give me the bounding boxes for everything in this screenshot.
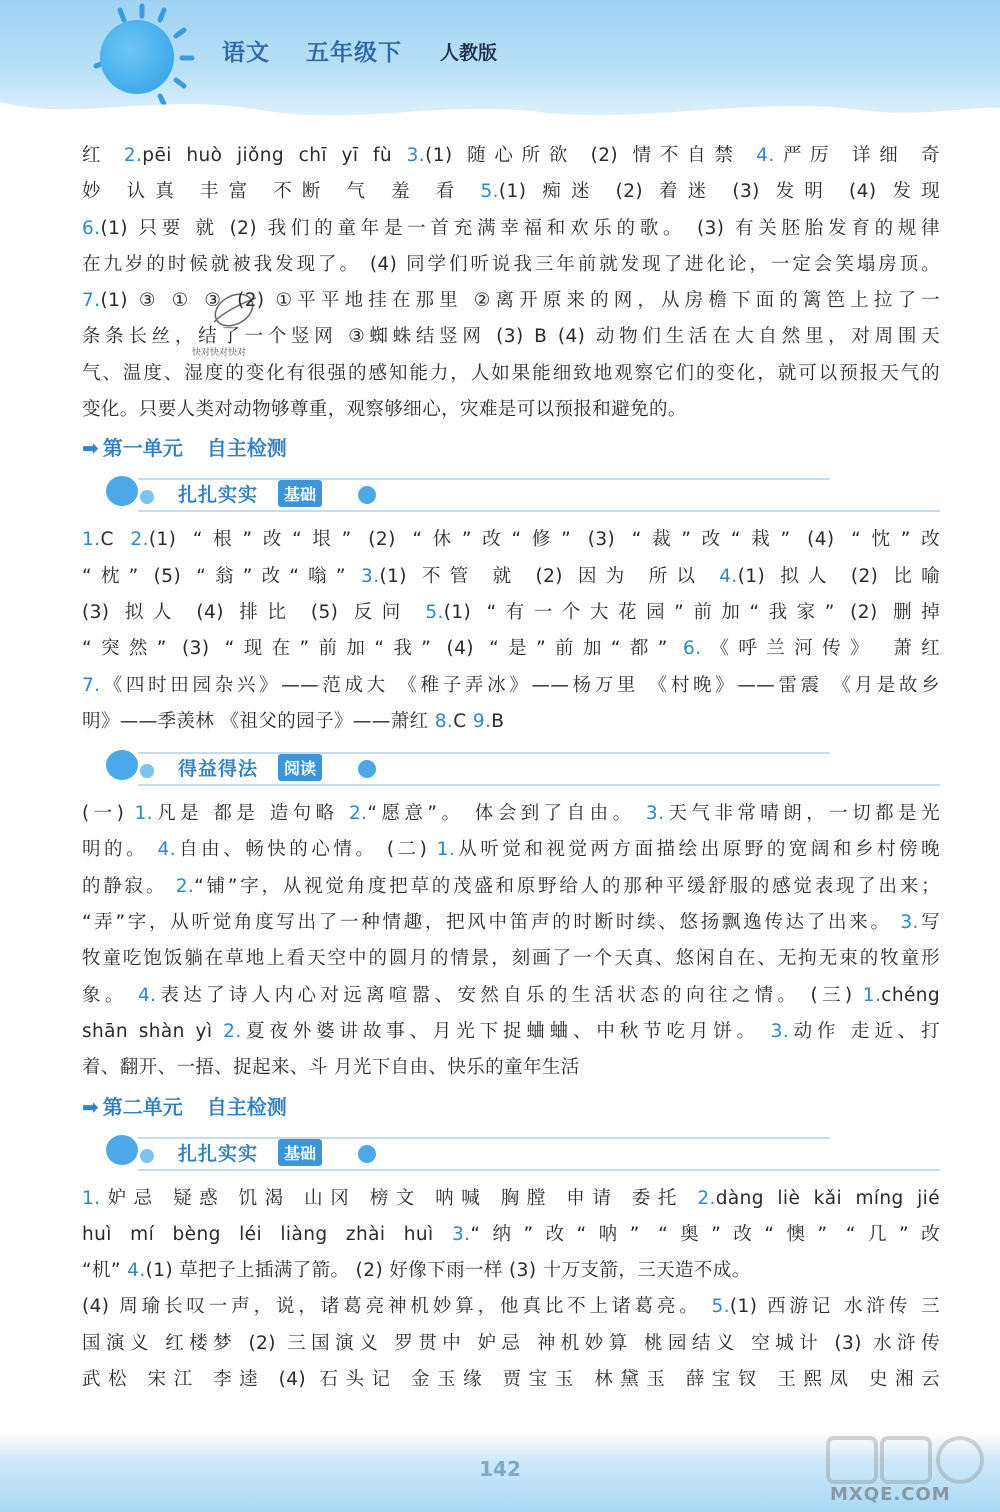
- answer-line: [82, 668, 940, 704]
- answer-line: [82, 869, 940, 905]
- question-number: 1.: [82, 529, 101, 551]
- header-grade: 五年级下: [306, 40, 402, 66]
- answer-line: [82, 1253, 940, 1289]
- answers-unit1-reading: [82, 796, 940, 1086]
- unit2-title: [82, 1089, 940, 1125]
- answer-text: pēi huò jiǒng chī yī fù: [142, 145, 407, 166]
- question-number: 3.: [645, 803, 665, 825]
- unit1-title: [82, 430, 940, 466]
- answer-text: “枕” (5) “翁”改“嗡”: [82, 565, 362, 587]
- answer-line: [82, 978, 940, 1014]
- answer-line: [82, 522, 940, 558]
- answer-line: [82, 1050, 940, 1086]
- answer-text: 国演义 红楼梦 (2) 三国演义 罗贯中 妒忌 神机妙算 桃园结义 空城计 (3) 水浒传: [82, 1332, 940, 1354]
- question-number: 4.: [137, 984, 157, 1006]
- question-number: 4.: [127, 1260, 146, 1282]
- question-number: 4.: [756, 145, 775, 166]
- answer-text: dàng liè kǎi míng jié: [715, 1187, 940, 1209]
- answer-text: C: [453, 710, 473, 732]
- question-number: 1.: [82, 1187, 101, 1209]
- answer-text: 的静寂。: [82, 875, 176, 897]
- answer-text: 表达了诗人内心对远离喧嚣、安然自乐的生活状态的向往之情。 (三): [156, 984, 863, 1006]
- answer-text: 象。: [82, 984, 138, 1006]
- answers-top: [82, 138, 940, 428]
- answer-text: (1) 西游记 水浒传 三: [729, 1296, 940, 1318]
- answer-text: 红: [82, 145, 124, 166]
- answer-line: [82, 1326, 940, 1362]
- answer-text: 严厉 详细 奇: [774, 145, 940, 166]
- answer-text: 气、温度、湿度的变化有很强的感知能力，人如果能细致地观察它们的变化，就可以预报天气的: [82, 362, 940, 384]
- bubble-icon: [106, 1135, 138, 1165]
- answer-text: (1) 草把子上插满了箭。 (2) 好像下雨一样 (3) 十万支箭，三天造不成。: [145, 1260, 751, 1282]
- answer-text: 变化。只要人类对动物够尊重，观察够细心，灾难是可以预报和避免的。: [82, 399, 687, 421]
- answer-line: [82, 631, 940, 667]
- answer-text: shān shàn yì: [82, 1020, 224, 1042]
- answer-text: “机”: [82, 1260, 128, 1282]
- answer-text: (一): [82, 803, 135, 825]
- answer-line: [82, 356, 940, 392]
- answer-text: “弄”字，从听觉角度写出了一种情趣，把风中笛声的时断时续、悠扬飘逸传达了出来。: [82, 912, 901, 934]
- question-number: 4.: [719, 565, 738, 587]
- answer-text: 动作 走近、打: [789, 1020, 940, 1042]
- question-number: 3.: [406, 145, 426, 166]
- answer-line: [82, 1014, 940, 1050]
- question-number: 5.: [480, 181, 499, 203]
- answers-unit1-basics: [82, 522, 940, 740]
- watermark-text: MXQE.COM: [830, 1484, 951, 1505]
- answer-text: (1) 拟人 (2) 比喻: [737, 565, 940, 587]
- answer-text: (1) “有一个大花园”前加“我家” (2) 删掉: [443, 601, 940, 623]
- page-header: [0, 0, 1000, 118]
- question-number: 3.: [900, 912, 919, 934]
- answer-text: 明的。: [82, 839, 158, 861]
- answer-line: [82, 392, 940, 428]
- answer-line: [82, 559, 940, 595]
- answer-line: [82, 283, 940, 319]
- answer-text: 着、翻开、一捂、捉起来、斗 月光下自由、快乐的童年生活: [82, 1057, 580, 1079]
- answer-text: (4) 周瑜长叹一声，说，诸葛亮神机妙算，他真比不上诸葛亮。: [82, 1296, 712, 1318]
- banner-tag: 阅读: [278, 754, 322, 781]
- answer-text: C: [100, 529, 131, 551]
- answer-text: 武松 宋江 李逵 (4) 石头记 金玉缘 贾宝玉 林黛玉 薛宝钗 王熙凤 史湘云: [82, 1369, 940, 1391]
- answer-line: [82, 905, 940, 941]
- section-banner-basics: [82, 470, 940, 520]
- answer-line: [82, 704, 940, 740]
- question-number: 6.: [683, 638, 702, 660]
- answer-text: (1) “根”改“垠” (2) “休”改“修” (3) “裁”改“栽” (4) “忱”改: [148, 529, 940, 551]
- answer-text: 从听觉和视觉两方面描绘出原野的宽阔和乡村傍晚: [455, 839, 940, 861]
- answer-line: [82, 595, 940, 631]
- header-edition: 人教版: [440, 42, 498, 64]
- bubble-icon: [106, 476, 138, 506]
- answer-text: 夏夜外婆讲故事、月光下捉蛐蛐、中秋节吃月饼。: [241, 1020, 771, 1042]
- answer-line: [82, 796, 940, 832]
- answer-line: [82, 1362, 940, 1398]
- answer-text: 妙 认真 丰富 不断 气 羞 看: [82, 181, 481, 203]
- banner-tag: 基础: [278, 480, 322, 507]
- question-number: 2.: [348, 803, 368, 825]
- answer-text: (1) 只要 就 (2) 我们的童年是一首充满幸福和欢乐的歌。 (3) 有关胚胎发育的规律: [100, 217, 940, 239]
- answer-text: (1) 随心所欲 (2) 情不自禁: [425, 145, 757, 166]
- answer-text: 《呼兰河传》 萧红: [701, 638, 940, 660]
- unit2-subtitle: 自主检测: [206, 1094, 287, 1119]
- unit2-title-text: 第二单元: [102, 1094, 183, 1119]
- answer-text: B: [491, 710, 505, 732]
- unit1-subtitle: 自主检测: [206, 436, 287, 461]
- question-number: 7.: [82, 290, 101, 312]
- answer-line: [82, 1217, 940, 1253]
- question-number: 1.: [862, 984, 882, 1006]
- answers-unit2-basics: [82, 1181, 940, 1399]
- answer-text: “愿意”。 体会到了自由。: [367, 803, 646, 825]
- answer-text: 明》——季羡林 《祖父的园子》——萧红: [82, 710, 435, 732]
- answer-line: [82, 1181, 940, 1217]
- banner-tag: 基础: [278, 1139, 322, 1166]
- answer-line: [82, 1289, 940, 1325]
- unit1-title-text: 第一单元: [102, 436, 183, 461]
- sun-icon: [100, 20, 174, 94]
- answer-text: 天气非常晴朗，一切都是光: [664, 803, 940, 825]
- answer-line: [82, 247, 940, 283]
- banner-text: 得益得法: [178, 758, 259, 781]
- section-banner-reading: [82, 744, 940, 794]
- answer-text: (1) ③ ① ③ (2) ①平平地挂在那里 ②离开原来的网，从房檐下面的篱笆上拉了一: [100, 290, 940, 312]
- question-number: 2.: [130, 529, 149, 551]
- question-number: 1.: [134, 803, 154, 825]
- answer-text: “铺”字，从视觉角度把草的茂盛和原野给人的那种平缓舒服的感觉表现了出来；: [194, 875, 940, 897]
- answer-text: (1) 不管 就 (2) 因为 所以: [379, 565, 720, 587]
- question-number: 6.: [82, 217, 101, 239]
- answer-text: 条条长丝，结了一个竖网 ③蜘蛛结竖网 (3) B (4) 动物们生活在大自然里，对周围天: [82, 326, 940, 348]
- answer-text: “突然” (3) “现在”前加“我” (4) “是”前加“都”: [82, 638, 684, 660]
- answer-content: [82, 138, 940, 1398]
- bubble-icon: [106, 750, 138, 780]
- question-number: 4.: [157, 839, 176, 861]
- page-number: 142: [479, 1457, 521, 1481]
- answer-line: [82, 174, 940, 210]
- answer-text: “纳”改“呐” “奥”改“懊” “几”改: [470, 1223, 940, 1245]
- answer-line: [82, 211, 940, 247]
- question-number: 8.: [434, 710, 454, 732]
- answer-line: [82, 319, 940, 355]
- banner-text: 扎扎实实: [178, 484, 259, 507]
- arrow-right-icon: ➡: [82, 1094, 99, 1119]
- banner-text: 扎扎实实: [178, 1142, 259, 1165]
- answer-text: 凡是 都是 造句略: [153, 803, 349, 825]
- answer-text: (3) 拟人 (4) 排比 (5) 反问: [82, 601, 426, 623]
- question-number: 2.: [175, 875, 195, 897]
- answer-text: 在九岁的时候就被我发现了。 (4) 同学们听说我三年前就发现了进化论，一定会笑塌房顶。: [82, 253, 940, 275]
- question-number: 2.: [223, 1020, 242, 1042]
- header-wave: [0, 92, 1000, 132]
- answer-text: 写: [918, 912, 940, 934]
- question-number: 7.: [82, 674, 101, 696]
- question-number: 3.: [770, 1020, 790, 1042]
- answer-line: [82, 941, 940, 977]
- answer-text: huì mí bèng léi liàng zhài huì: [82, 1223, 452, 1245]
- question-number: 5.: [425, 601, 444, 623]
- arrow-right-icon: ➡: [82, 436, 99, 461]
- answer-text: 《四时田园杂兴》——范成大 《稚子弄冰》——杨万里 《村晚》——雷震 《月是故乡: [100, 674, 940, 696]
- answer-text: 牧童吃饱饭躺在草地上看天空中的圆月的情景，刻画了一个天真、悠闲自在、无拘无束的牧童形: [82, 948, 940, 970]
- answer-text: 自由、畅快的心情。 (二): [175, 839, 437, 861]
- question-number: 9.: [472, 710, 492, 732]
- question-number: 2.: [697, 1187, 716, 1209]
- question-number: 3.: [451, 1223, 471, 1245]
- question-number: 3.: [361, 565, 380, 587]
- question-number: 2.: [123, 145, 143, 166]
- answer-text: (1) 痴迷 (2) 着迷 (3) 发明 (4) 发现: [498, 181, 940, 203]
- header-subject: 语文: [222, 40, 270, 66]
- question-number: 5.: [711, 1296, 730, 1318]
- answer-line: [82, 138, 940, 174]
- answer-text: 妒忌 疑惑 饥渴 山冈 榜文 呐喊 胸膛 申请 委托: [100, 1187, 698, 1209]
- answer-text: chéng: [881, 984, 940, 1006]
- answer-line: [82, 832, 940, 868]
- section-banner-basics-2: [82, 1129, 940, 1179]
- stamp-text: 快对快对快对: [192, 348, 247, 358]
- question-number: 1.: [436, 839, 456, 861]
